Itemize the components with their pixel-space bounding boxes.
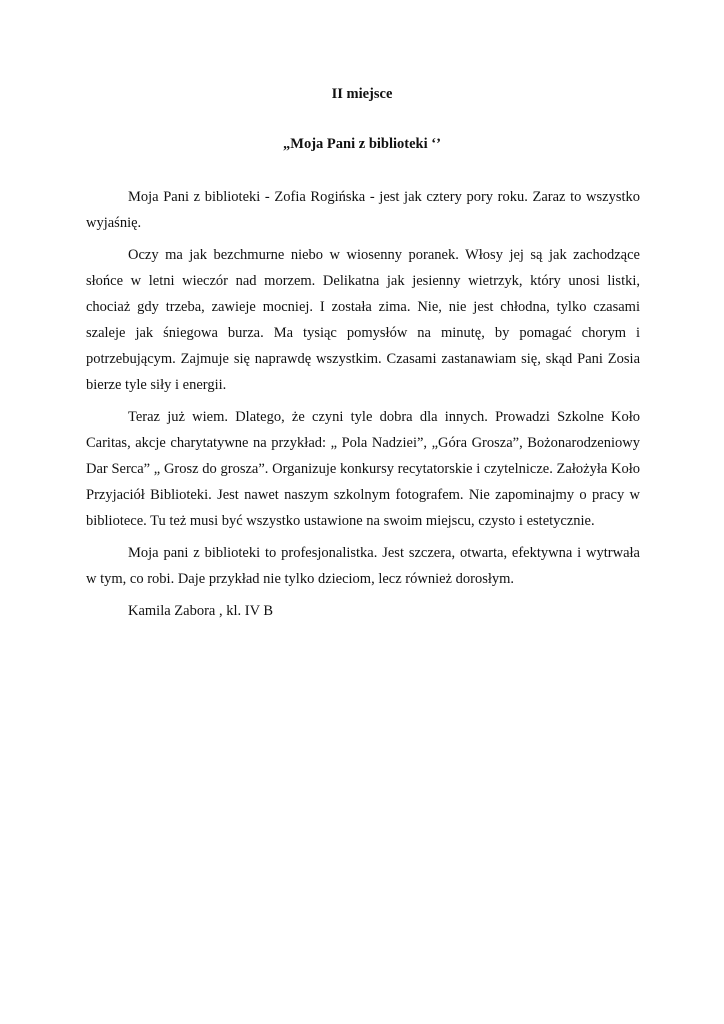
essay-title: „Moja Pani z biblioteki ‘’ — [283, 136, 441, 152]
paragraph: Moja Pani z biblioteki - Zofia Rogińska - jest jak cztery pory roku. Zaraz to wszystko wyjaśnię. — [86, 189, 640, 231]
author-signature: Kamila Zabora , kl. IV B — [128, 603, 274, 619]
paragraph: Moja pani z biblioteki to profesjonalistka. Jest szczera, otwarta, efektywna i wytrwała w tym, co robi. Daje przykład nie tylko dzieciom, lecz również dorosłym. — [86, 545, 640, 587]
essay-body — [86, 184, 640, 630]
paragraph: Oczy ma jak bezchmurne niebo w wiosenny poranek. Włosy jej są jak zachodzące słońce w letni wieczór nad morzem. Delikatna jak jesienny wietrzyk, który unosi listki, chociaż gdy trzeba, zawieje mocniej. I została zima. Nie, nie jest chłodna, tylko czasami szaleje jak śniegowa burza. Ma tysiąc pomysłów na minutę, by pomagać chorym i potrzebującym. Zajmuje się naprawdę wszystkim. Czasami zastanawiam się, skąd Pani Zosia bierze tyle siły i energii. — [86, 247, 640, 393]
place-heading: II miejsce — [331, 86, 393, 102]
paragraph: Teraz już wiem. Dlatego, że czyni tyle dobra dla innych. Prowadzi Szkolne Koło Caritas, akcje charytatywne na przykład: „ Pola Nadziei”, „Góra Grosza”, Bożonarodzeniowy Dar Serca” „ Grosz do grosza”. Organizuje konkursy recytatorskie i czytelnicze. Założyła Koło Przyjaciół Biblioteki. Jest nawet naszym szkolnym fotografem. Nie zapominajmy o pracy w bibliotece. Tu też musi być wszystko ustawione na swoim miejscu, czysto i estetycznie. — [86, 409, 640, 529]
